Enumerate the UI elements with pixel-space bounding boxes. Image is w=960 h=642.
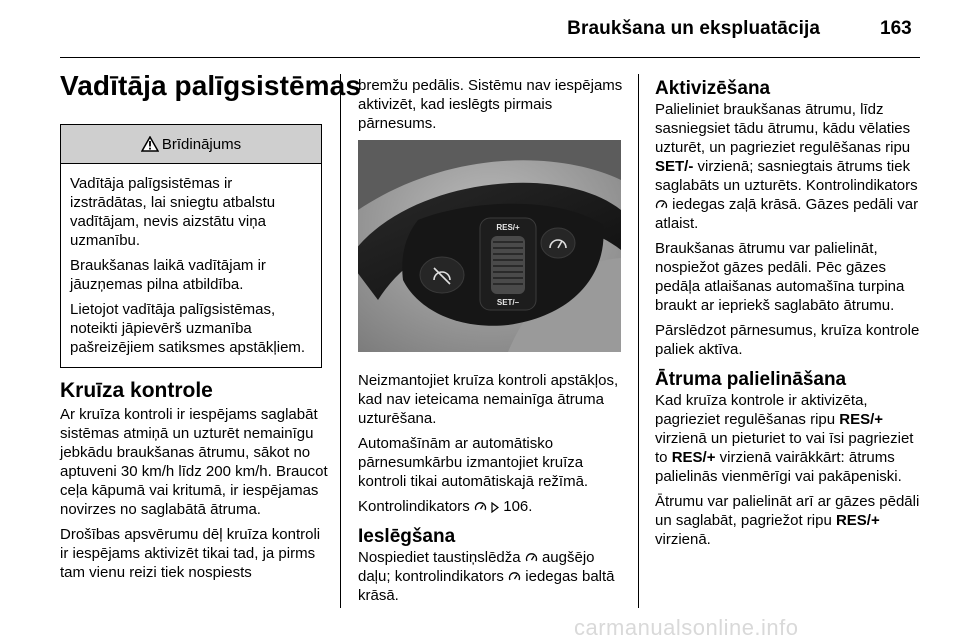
column-divider-right [638,74,639,608]
activation-paragraph: Braukšanas ātrumu var palielināt, nospiežot gāzes pedāli. Pēc gāzes pedāļa atlaišanas automašīna turpina braukt ar iepriekš saglabāto ātrumu. [655,240,905,314]
res-plus-label: RES/+ [496,223,520,232]
warning-triangle-icon [141,136,159,152]
speed-text: virzienā. [655,531,711,548]
section-title: Vadītāja palīgsistēmas [60,70,362,101]
page-number: 163 [880,18,912,39]
warning-paragraph: Braukšanas laikā vadītājam ir jāuzņemas pilna atbildība. [70,257,266,293]
watermark: carmanualsonline.info [574,615,799,640]
switch-on-text-c: iedegas baltā krāsā. [358,568,615,604]
set-minus-label: SET/– [496,298,520,307]
activation-paragraph [655,100,920,233]
cruise-paragraph: Drošības apsvērumu dēļ kruīza kontroli ir iespējams aktivizēt tikai tad, ja pirms tam vienu reizi tiek nospiests [60,526,321,581]
column-divider-left [340,74,341,608]
cruise-control-icon [655,198,668,211]
cruise-paragraph: Ar kruīza kontroli ir iespējams saglabāt sistēmas atmiņā un uzturēt nemainīgu jebkādu braukšanas ātrumu, sākot no aptuveni 30 km/h līdz 200 km/h. Braucot ceļa kāpumā vai kritumā, ir iespējamas novirzes no saglabātā ātruma. [60,406,328,518]
speed-increase-heading: Ātruma palielināšana [655,369,847,390]
cruise-control-heading: Kruīza kontrole [60,379,213,402]
set-minus-term: SET/- [655,158,694,175]
speed-text: Kad kruīza kontrole ir aktivizēta, pagrieziet regulēšanas ripu [655,392,868,428]
warning-box [60,124,322,368]
page-reference-arrow-icon [491,502,499,513]
speed-increase-paragraph [655,492,920,549]
cruise-control-icon [508,570,521,583]
cruise-control-icon [474,500,487,513]
speed-text: Ātrumu var palielināt arī ar gāzes pēdāli un saglabāt, pagriežot ripu [655,493,920,529]
indicator-reference [358,497,626,516]
switch-on-text-a: Nospiediet taustiņslēdža [358,549,521,566]
middle-paragraph: Neizmantojiet kruīza kontroli apstākļos, kad nav ieteicama nemainīga ātruma uzturēšana. [358,372,619,427]
warning-paragraph: Vadītāja palīgsistēmas ir izstrādātas, lai sniegtu atbalstu vadītājam, nevis aizstātu viņa uzmanību. [70,175,276,249]
page-reference: 106. [503,498,533,515]
steering-wheel-controls-photo [358,140,621,352]
res-plus-term: RES/+ [839,411,884,428]
switch-on-heading: Ieslēgšana [358,526,456,547]
activation-text: iedegas zaļā krāsā. Gāzes pedāli var atlaist. [655,196,919,232]
activation-text: Palieliniet braukšanas ātrumu, līdz sasniegsiet tādu ātrumu, kādu vēlaties uzturēt, un pagrieziet regulēšanas ripu [655,101,911,156]
warning-title: Brīdinājums [161,135,242,153]
header-divider [60,57,920,58]
indicator-reference-text: Kontrolindikators [358,498,470,515]
right-column-text [655,78,920,555]
activation-heading: Aktivizēšana [655,78,771,99]
middle-column-text [358,371,626,611]
res-plus-term: RES/+ [671,449,716,466]
activation-paragraph: Pārslēdzot pārnesumus, kruīza kontrole paliek aktīva. [655,322,920,358]
res-plus-term: RES/+ [835,512,880,529]
speed-increase-paragraph [655,391,920,486]
activation-text: virzienā; sasniegtais ātrums tiek saglabāts un uzturēts. Kontrolindikators [655,158,918,194]
cruise-control-icon [525,551,538,564]
speed-text: virzienā vairākkārt: ātrums palielinās vienmērīgi vai pakāpeniski. [655,449,902,485]
warning-header [61,125,321,164]
switch-on-text-b: augšējo daļu; kontrolindikators [358,549,595,585]
warning-paragraph: Lietojot vadītāja palīgsistēmas, noteikti jāpievērš uzmanība pašreizējiem satiksmes apstākļiem. [70,301,306,356]
speed-text: virzienā un pieturiet to vai īsi pagrieziet to [655,430,914,466]
switch-on-paragraph [358,548,626,605]
running-header-title: Braukšana un ekspluatācija [567,18,820,39]
middle-paragraph: Automašīnām ar automātisko pārnesumkārbu izmantojiet kruīza kontroli tikai automātiskajā režīmā. [358,435,589,490]
intro-paragraph: bremžu pedālis. Sistēmu nav iespējams aktivizēt, kad ieslēgts pirmais pārnesums. [358,77,623,132]
left-column-text [60,379,328,588]
middle-intro [358,76,623,139]
